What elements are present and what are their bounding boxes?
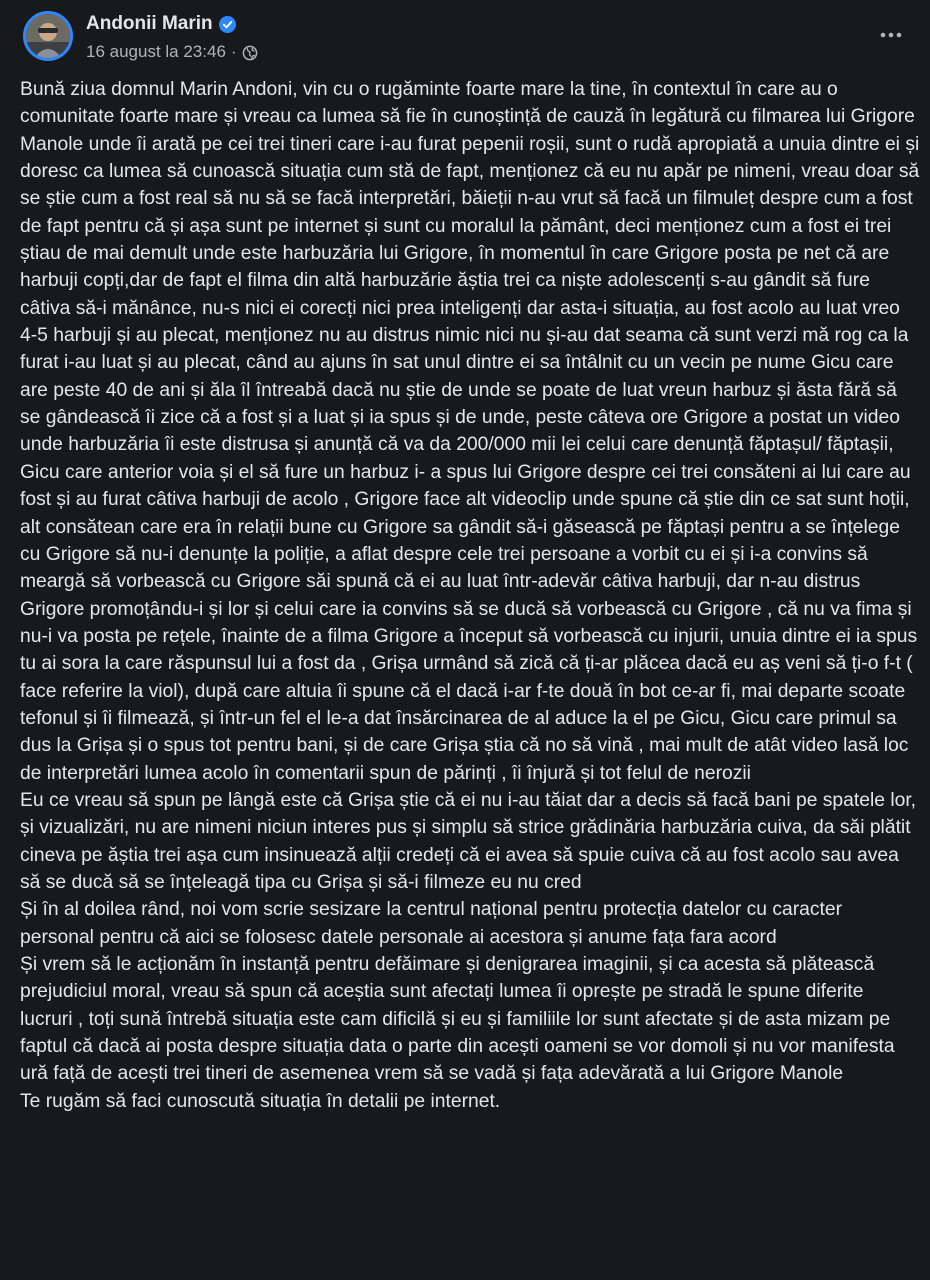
post-meta [86,41,258,63]
avatar[interactable] [23,11,73,61]
author-row [86,12,236,36]
verified-badge-icon [219,16,236,33]
post-header [0,0,930,78]
author-name[interactable]: Andonii Marin [86,13,213,34]
post-paragraph: Bună ziua domnul Marin Andoni, vin cu o rugăminte foarte mare la tine, în contextul în care au o comunitate foarte mare și vreau ca lumea să fie în cunoștință de cauză în legătură cu filmarea lui Grigore Manole unde îi arată pe cei trei tineri care i-au furat pepenii roșii, sunt o rudă apropiată a unuia dintre ei și doresc ca lumea să cunoască situația cum stă de fapt, menționez că eu nu apăr pe nimeni, vreau doar să se știe cum a fost real să nu să se facă interpretări, băieții n-au vrut să facă un filmuleț despre cum a fost de fapt pentru că și așa sunt pe internet și sunt cu moralul la pământ, deci menționez cum a fost ei trei știau de mai demult unde este harbuzăria lui Grigore, în momentul în care Grigore posta pe net că are harbuji copți,dar de fapt el filma din altă harbuzărie ăștia trei ca niște adolescenți s-au gândit să fure câtiva să-i mănânce, nu-s nici ei corecți nici prea inteligenți dar asta-i situația, au fost acolo au luat vreo 4-5 harbuji și au plecat, menționez nu au distrus nimic nici nu și-au dat seama că sunt verzi mă rog ca la furat i-au luat și au plecat, când au ajuns în sat unul dintre ei sa întâlnit cu un vecin pe nume Gicu care are peste 40 de ani și ăla îl întreabă dacă nu știe de unde se poate de luat vreun harbuz și ăsta fără să se gândească îi zice că a fost și a luat și ia spus și de unde, peste câteva ore Grigore a postat un video unde harbuzăria îi este distrusa și anunță că va da 200/000 mii lei celui care denunță făptașul/ făptașii, Gicu care anterior voia și el să fure un harbuz i- a spus lui Grigore despre cei trei consăteni ai lui care au fost și au furat câtiva harbuji de acolo , Grigore face alt videoclip unde spune că știe din ce sat sunt hoții, alt consătean care era în relații bune cu Grigore sa gândit să-i găsească pe făptași pentru a se înțelege cu Grigore să nu-i denunțe la poliție, a aflat despre cele trei persoane a vorbit cu ei și i-a convins să meargă să vorbească cu Grigore săi spună că ei au luat într-adevăr câtiva harbuji, dar n-au distrus Grigore promoțându-i și lor și celui care ia convins să se ducă să vorbească cu Grigore , că nu va fima și nu-i va posta pe rețele, înainte de a filma Grigore a început să vorbească cu injurii, unuia dintre ei ia spus tu ai sora la care răspunsul lui a fost da , Grișa urmând să zică că ți-ar plăcea dacă eu aș veni să ți-o f-t ( face referire la viol), după care altuia îi spune că el dacă i-ar f-te două în bot ce-ar fi, mai departe scoate tefonul și îi filmează, și într-un fel el le-a dat însărcinarea de al aduce la el pe Gicu, Gicu care primul sa dus la Grișa și o spus tot pentru bani, și de care Grișa știa că no să vină , mai mult de atât video lasă loc de interpretări lumea acolo în comentarii spun de părinți , îi înjură și tot felul de nerozii [20,79,920,784]
globe-icon[interactable] [242,45,258,61]
post-body [20,76,920,1115]
more-options-icon[interactable] [878,22,904,48]
post-paragraph: Eu ce vreau să spun pe lângă este că Grișa știe că ei nu i-au tăiat dar a decis să facă bani pe spatele lor, și vizualizări, nu are nimeni niciun interes pus și simplu să strice grădinăria harbuzăria cuiva, da săi plătit cineva pe ăștia trei așa cum insinuează alții credeți că ei avea să spuie cuiva că au fost acolo sau avea să se ducă să se înțeleagă tipa cu Grișa și să-i filmeze eu nu cred [20,789,917,893]
post-paragraph: Și în al doilea rând, noi vom scrie sesizare la centrul național pentru protecția datelor cu caracter personal pentru că aici se folosesc datele personale ai acestora și anume fața fara acord [20,899,843,948]
meta-separator: · [230,42,237,61]
post-paragraph: Și vrem să le acționăm în instanță pentru defăimare și denigrarea imaginii, și ca acesta să plătească prejudiciul moral, vreau să spun că aceștia sunt afectați lumea îi oprește pe stradă le spune diferite lucruri , toți sună întrebă situația este cam dificilă și eu și familiile lor sunt afectate și de asta mizam pe faptul că dacă ai posta despre situația data o parte din acești oameni se vor domoli și nu vor manifesta ură față de acești trei tineri de asemenea vrem să se vadă și fața adevărată a lui Grigore Manole [20,954,895,1085]
post-paragraph: Te rugăm să faci cunoscută situația în detalii pe internet. [20,1090,501,1112]
avatar-image [26,14,70,58]
post-timestamp[interactable]: 16 august la 23:46 [86,42,226,61]
